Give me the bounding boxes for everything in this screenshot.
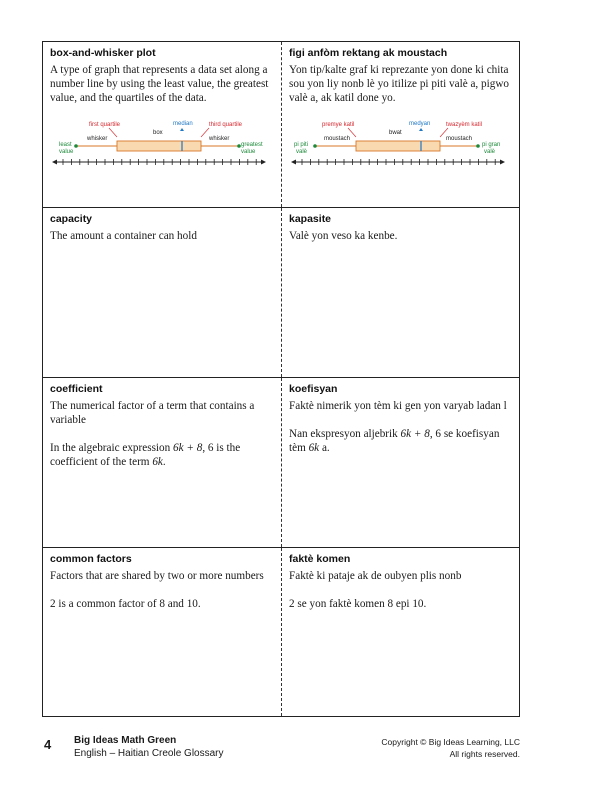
glossary-row — [43, 548, 519, 716]
greatest-value-label-2: valè — [484, 149, 496, 155]
haitian-creole-cell — [281, 378, 519, 547]
rights-notice: All rights reserved. — [449, 749, 520, 759]
least-value-label-2: valè — [296, 149, 308, 155]
least-value-label-1: pi piti — [294, 142, 309, 148]
number-line-left-arrow — [52, 160, 57, 165]
english-cell — [43, 42, 281, 207]
glossary-row — [43, 42, 519, 208]
whisker-label-right: whisker — [209, 136, 230, 142]
first-quartile-label: first quartile — [89, 122, 121, 128]
example-text: , 6 is the coefficient of the term — [50, 442, 241, 468]
box-label: box — [153, 130, 163, 136]
term-example — [50, 441, 274, 469]
whisker-label-left: moustach — [324, 136, 351, 142]
haitian-creole-cell — [281, 548, 519, 716]
term-definition: Faktè nimerik yon tèm ki gen yon varyab ladan l — [289, 400, 507, 412]
english-cell — [43, 378, 281, 547]
box-rect — [117, 141, 201, 151]
term-heading: koefisyan — [289, 383, 338, 395]
term-definition: Yon tip/kalte graf ki reprezante yon done ki chita sou yon liy nonb lè yo itilize pi piti valè a, pigwo valè a, ak katil done yo. — [289, 64, 509, 104]
median-label: medyan — [409, 121, 431, 127]
term-definition: The numerical factor of a term that contains a variable — [50, 400, 255, 426]
greatest-value-label-1: greatest — [241, 142, 263, 148]
book-title: Big Ideas Math Green — [74, 735, 177, 746]
term-heading: box-and-whisker plot — [50, 47, 156, 59]
haitian-creole-cell — [281, 208, 519, 377]
english-cell — [43, 548, 281, 716]
example-text: Nan ekspresyon aljebrik — [289, 428, 401, 440]
example-text: . — [162, 456, 166, 468]
whisker-label-left: whisker — [87, 136, 108, 142]
term-heading: common factors — [50, 553, 132, 565]
term-heading: capacity — [50, 213, 93, 225]
greatest-value-label-2: value — [241, 149, 256, 155]
box-and-whisker-diagram — [49, 118, 269, 174]
haitian-creole-cell — [281, 42, 519, 207]
number-line-right-arrow — [261, 160, 266, 165]
third-quartile-pointer — [201, 128, 209, 137]
term-example: 2 se yon faktè komen 8 epi 10. — [289, 598, 427, 610]
example-expression: 6k + 8 — [173, 442, 203, 454]
number-line-left-arrow — [291, 160, 296, 165]
greatest-value-dot — [237, 144, 241, 148]
term-heading: coefficient — [50, 383, 103, 395]
median-label: median — [173, 121, 193, 127]
term-definition: A type of graph that represents a data set along a number line by using the least value, the greatest value, and the quartiles of the data. — [50, 64, 269, 104]
example-text: a. — [319, 442, 330, 454]
glossary-subtitle: English – Haitian Creole Glossary — [74, 748, 224, 759]
example-term: 6k — [152, 456, 163, 468]
example-text: , 6 se koefisyan tèm — [289, 428, 500, 454]
term-definition: Valè yon veso ka kenbe. — [289, 230, 398, 242]
greatest-value-dot — [476, 144, 480, 148]
least-value-dot — [313, 144, 317, 148]
term-heading: faktè komen — [289, 553, 351, 565]
term-example — [289, 427, 512, 455]
least-value-label-1: least — [59, 142, 72, 148]
example-text: In the algebraic expression — [50, 442, 174, 454]
glossary-row — [43, 378, 519, 548]
box-rect — [356, 141, 440, 151]
box-label: bwat — [389, 130, 402, 136]
term-example: 2 is a common factor of 8 and 10. — [50, 598, 201, 610]
example-expression: 6k + 8 — [400, 428, 430, 440]
term-definition: Factors that are shared by two or more numbers — [50, 570, 264, 582]
box-and-whisker-diagram — [288, 118, 508, 174]
first-quartile-pointer — [109, 128, 117, 137]
first-quartile-label: premye katil — [322, 122, 355, 128]
third-quartile-label: third quartile — [209, 122, 243, 128]
term-definition: The amount a container can hold — [50, 230, 197, 242]
least-value-label-2: value — [59, 149, 74, 155]
term-heading: kapasite — [289, 213, 332, 225]
number-line-right-arrow — [500, 160, 505, 165]
third-quartile-label: twazyèm katil — [446, 122, 483, 128]
english-cell — [43, 208, 281, 377]
term-heading: figi anfòm rektang ak moustach — [289, 47, 448, 59]
page-number: 4 — [44, 737, 52, 752]
median-arrow — [419, 128, 423, 131]
term-definition: Faktè ki pataje ak de oubyen plis nonb — [289, 570, 462, 582]
whisker-label-right: moustach — [446, 136, 473, 142]
glossary-table — [42, 41, 520, 717]
least-value-dot — [74, 144, 78, 148]
example-term: 6k — [308, 442, 320, 454]
median-arrow — [180, 128, 184, 131]
copyright-notice: Copyright © Big Ideas Learning, LLC — [381, 737, 520, 747]
glossary-row — [43, 208, 519, 378]
greatest-value-label-1: pi gran — [482, 142, 501, 148]
